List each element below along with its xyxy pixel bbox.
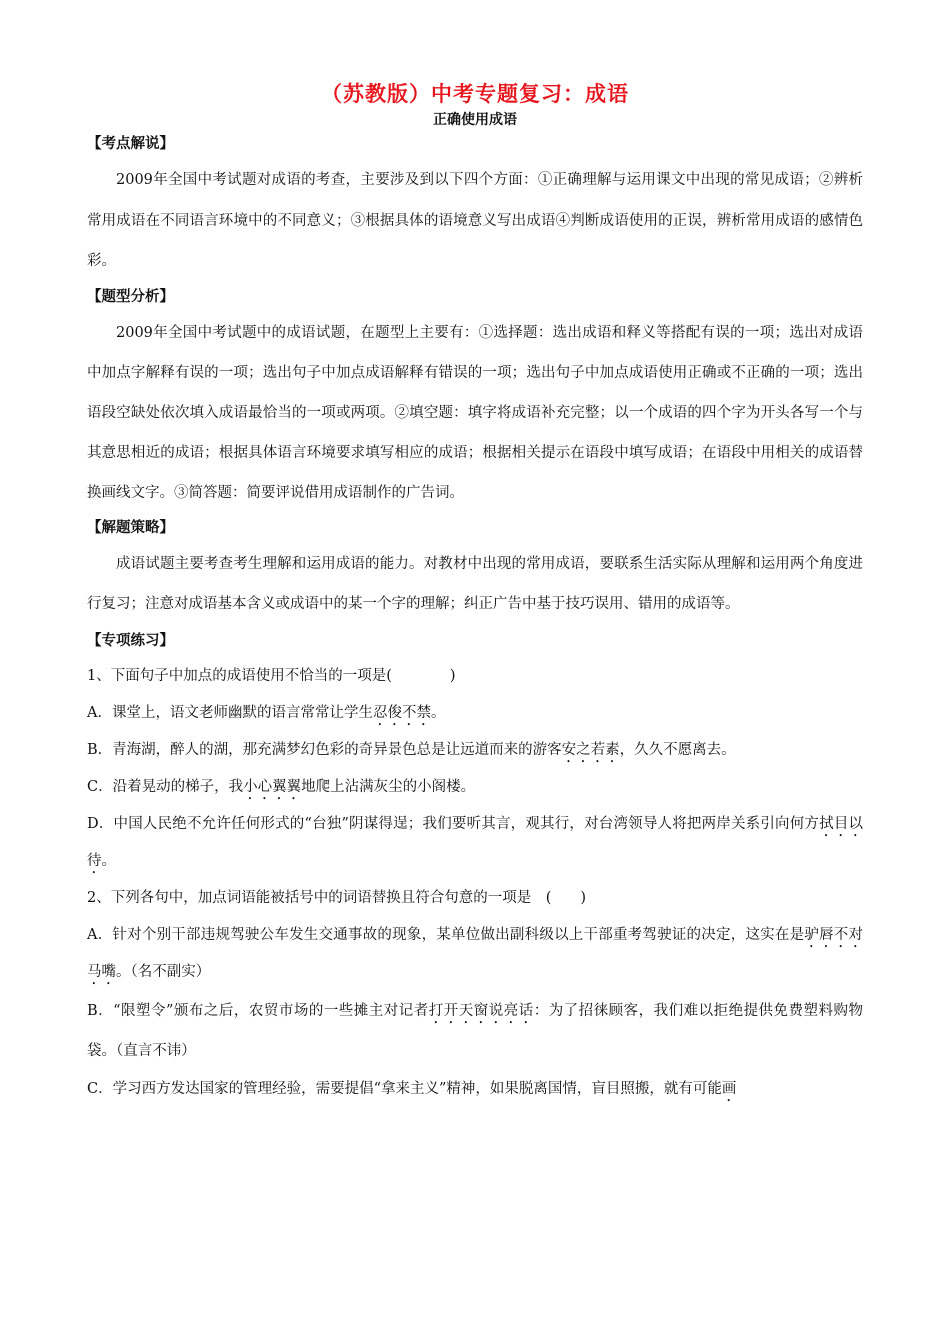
option-text: 。	[430, 704, 446, 721]
section-heading-tixing: 【题型分析】	[87, 288, 174, 305]
dotted-idiom: 打开天窗说亮话	[428, 1002, 534, 1019]
option-text: D．中国人民绝不允许任何形式的“台独”阴谋得逞；我们要听其言，观其行，对台湾领导人将把两岸关系引向何方	[87, 815, 820, 832]
question-stem: 1、下面句子中加点的成语使用不恰当的一项是( )	[87, 667, 456, 684]
option-text: A．课堂上，语文老师幽默的语言常常让学生	[87, 704, 373, 721]
option-text: C．学习西方发达国家的管理经验，需要提倡“拿来主义”精神，如果脱离国情，盲目照搬，就有可能	[87, 1080, 722, 1097]
option-text: ：为了招徕顾客，我们难以拒绝提供免费塑料购物袋。（直言不讳）	[87, 1002, 864, 1059]
section-text-kaodian: 2009年全国中考试题对成语的考查，主要涉及到以下四个方面：①正确理解与运用课文中出现的常见成语；②辨析常用成语在不同语言环境中的不同意义；③根据具体的语境意义写出成语④判断成语使用的正误，辨析常用成语的感情色彩。	[87, 172, 863, 269]
option-b	[87, 732, 863, 769]
option-text: 。	[101, 852, 116, 869]
option-text: B．青海湖，醉人的湖，那充满梦幻色彩的奇异景色总是让远道而来的游客	[87, 741, 562, 758]
question-1	[87, 658, 863, 880]
option-text: A．针对个别干部违规驾驶公车发生交通事故的现象，某单位做出副科级以上干部重考驾驶证的决定，这实在是	[87, 926, 805, 943]
option-b	[87, 991, 863, 1071]
section-heading-lianxi: 【专项练习】	[87, 632, 174, 649]
section-text-tixing: 2009年全国中考试题中的成语试题，在题型上主要有：①选择题：选出成语和释义等搭配有误的一项；选出对成语中加点字解释有误的一项；选出句子中加点成语解释有错误的一项；选出句子中加点成语使用正确或不正确的一项；选出语段空缺处依次填入成语最恰当的一项或两项。②填空题：填字将成语补充完整；以一个成语的四个字为开头各写一个与其意思相近的成语；根据具体语言环境要求填写相应的成语；根据相关提示在语段中填写成语；在语段中用相关的成语替换画线文字。③简答题：简要评说借用成语制作的广告词。	[87, 324, 863, 501]
option-text: B．“限塑令”颁布之后，农贸市场的一些摊主对记者	[87, 1002, 429, 1019]
document-body	[87, 131, 863, 1108]
option-text: 地爬上沾满灰尘的小阁楼。	[301, 778, 476, 795]
dotted-idiom: 驴唇不对马嘴	[87, 926, 864, 980]
section-heading-kaodian: 【考点解说】	[87, 136, 174, 152]
dotted-idiom: 安之若素	[561, 741, 620, 758]
option-c	[87, 769, 863, 806]
dotted-idiom: 画	[721, 1080, 737, 1097]
option-text: C．沿着晃动的梯子，我	[87, 778, 244, 795]
document-title: （苏教版）中考专题复习：成语	[321, 82, 629, 106]
option-text: 。（名不副实）	[116, 963, 211, 980]
document-subtitle: 正确使用成语	[433, 112, 517, 128]
section-text-jieti: 成语试题主要考查考生理解和运用成语的能力。对教材中出现的常用成语，要联系生活实际从理解和运用两个角度进行复习；注意对成语基本含义或成语中的某一个字的理解；纠正广告中基于技巧误用、错用的成语等。	[87, 555, 863, 612]
dotted-idiom: 忍俊不禁	[372, 704, 431, 721]
option-text: ，久久不愿离去。	[619, 741, 736, 758]
section-heading-jieti: 【解题策略】	[87, 519, 174, 536]
dotted-idiom: 小心翼翼	[243, 778, 302, 795]
question-2	[87, 880, 863, 1108]
dotted-idiom: 拭目以待	[87, 815, 864, 869]
question-stem: 2、下列各句中，加点词语能被括号中的词语替换且符合句意的一项是 ( )	[87, 889, 587, 906]
option-a	[87, 695, 863, 732]
option-d	[87, 806, 863, 880]
option-c	[87, 1071, 863, 1108]
option-a	[87, 917, 863, 991]
